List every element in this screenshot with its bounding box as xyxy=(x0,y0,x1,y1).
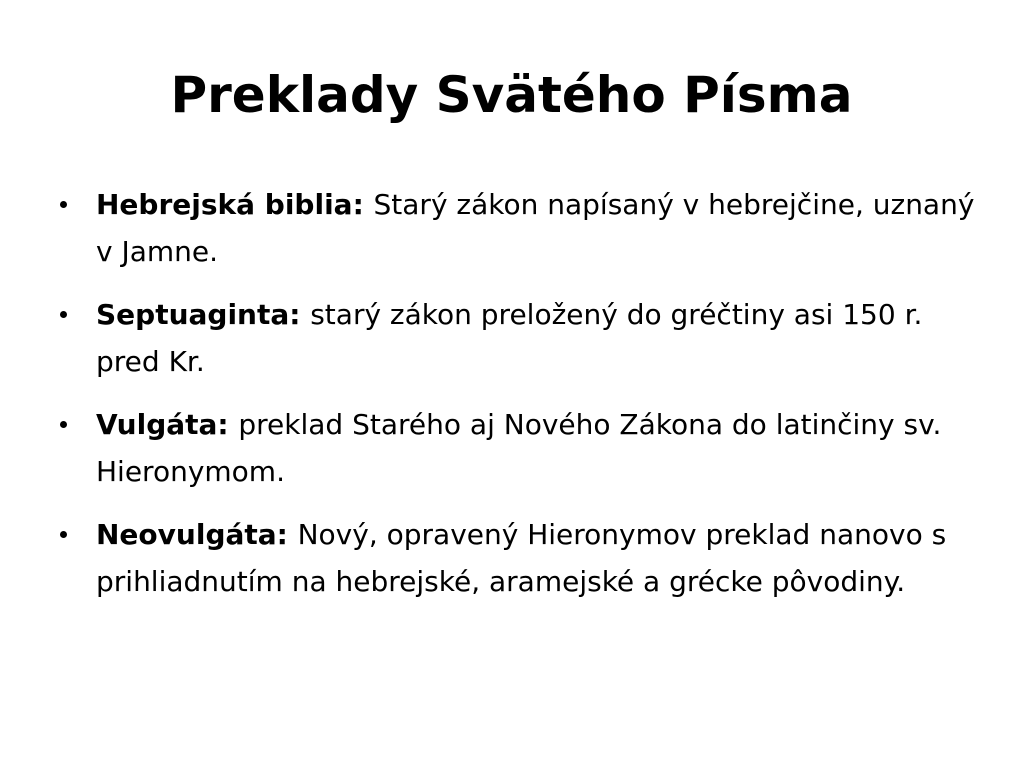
bullet-dot-icon xyxy=(60,311,67,318)
bullet-term: Vulgáta: xyxy=(96,408,239,441)
bullet-item-neovulgate xyxy=(58,511,978,605)
bullet-text: preklad Starého aj Nového Zákona do latinčiny sv. Hieronymom. xyxy=(96,408,942,488)
bullet-term: Neovulgáta: xyxy=(96,518,298,551)
bullet-text: starý zákon preložený do gréčtiny asi 150 r. pred Kr. xyxy=(96,298,923,378)
bullet-dot-icon xyxy=(60,201,67,208)
bullet-list xyxy=(58,181,978,621)
bullet-item-hebrew-bible xyxy=(58,181,978,275)
bullet-term: Hebrejská biblia: xyxy=(96,188,374,221)
slide-title: Preklady Svätého Písma xyxy=(170,66,853,124)
bullet-text: Starý zákon napísaný v hebrejčine, uznaný v Jamne. xyxy=(96,188,975,268)
bullet-dot-icon xyxy=(60,421,67,428)
bullet-item-vulgate xyxy=(58,401,978,495)
bullet-term: Septuaginta: xyxy=(96,298,311,331)
bullet-text: Nový, opravený Hieronymov preklad nanovo s prihliadnutím na hebrejské, aramejské a grécke pôvodiny. xyxy=(96,518,947,598)
bullet-dot-icon xyxy=(60,531,67,538)
bullet-item-septuagint xyxy=(58,291,978,385)
